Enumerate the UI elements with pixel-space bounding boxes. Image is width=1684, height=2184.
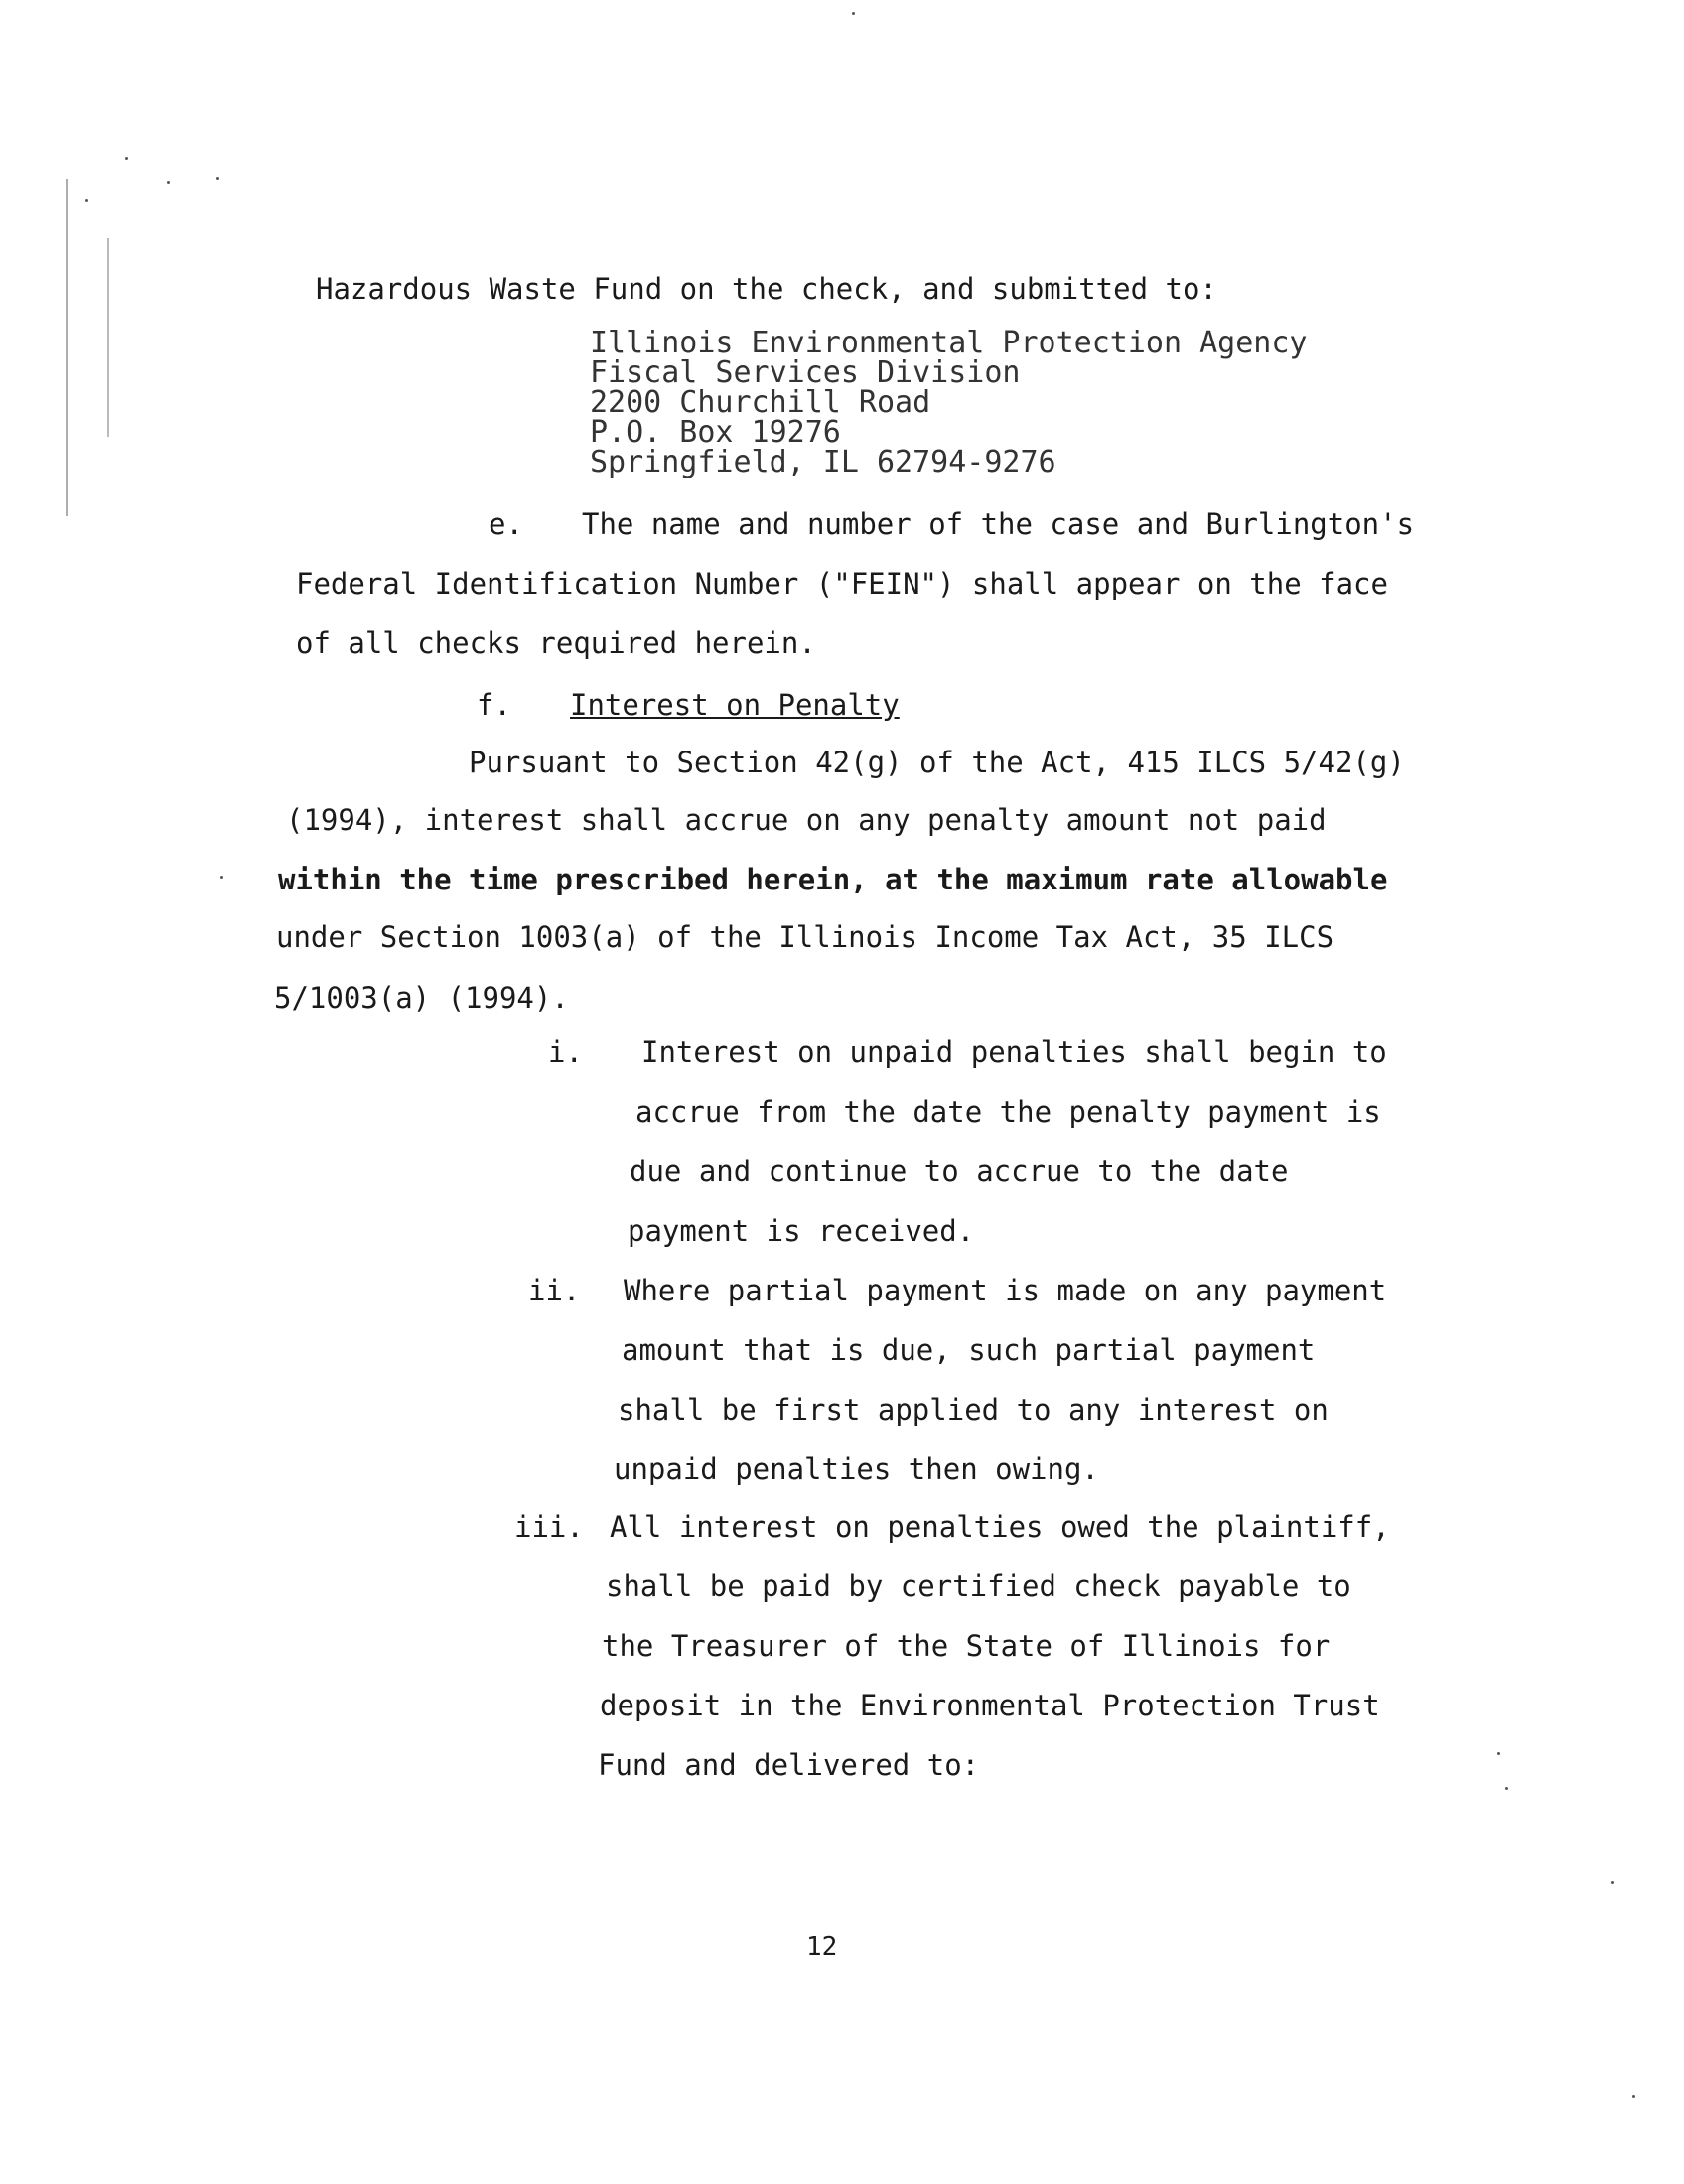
section-heading: Interest on Penalty <box>570 688 900 722</box>
address-line: Fiscal Services Division <box>590 355 1021 390</box>
list-item-line: All interest on penalties owed the plaintiff, <box>610 1510 1390 1544</box>
address-line: Springfield, IL 62794-9276 <box>590 445 1056 479</box>
paragraph-label: e. <box>489 507 523 541</box>
list-item-line: Where partial payment is made on any payment <box>624 1274 1387 1307</box>
paragraph-line: (1994), interest shall accrue on any penalty amount not paid <box>286 803 1327 837</box>
list-item-line: unpaid penalties then owing. <box>614 1452 1099 1486</box>
address-line: Illinois Environmental Protection Agency <box>590 326 1308 360</box>
list-item-line: amount that is due, such partial payment <box>622 1333 1316 1367</box>
list-item-line: shall be first applied to any interest on <box>618 1393 1329 1427</box>
list-item-line: the Treasurer of the State of Illinois for <box>602 1629 1331 1663</box>
address-line: 2200 Churchill Road <box>590 385 931 420</box>
list-item-line: due and continue to accrue to the date <box>630 1155 1289 1188</box>
list-item-line: shall be paid by certified check payable to <box>606 1570 1351 1603</box>
list-item-line: accrue from the date the penalty payment is <box>635 1095 1381 1129</box>
list-item-label: iii. <box>514 1510 584 1544</box>
paragraph-line: within the time prescribed herein, at the maximum rate allowable <box>278 863 1388 896</box>
paragraph-line: The name and number of the case and Burlington's <box>582 507 1415 541</box>
paragraph-line: Federal Identification Number ("FEIN") shall appear on the face <box>296 567 1388 601</box>
page-number: 12 <box>806 1932 838 1962</box>
list-item-line: Interest on unpaid penalties shall begin to <box>641 1035 1387 1069</box>
paragraph-line: Pursuant to Section 42(g) of the Act, 415 ILCS 5/42(g) <box>469 746 1405 779</box>
paragraph-line: under Section 1003(a) of the Illinois Income Tax Act, 35 ILCS <box>276 920 1334 954</box>
list-item-line: deposit in the Environmental Protection Trust <box>600 1689 1380 1722</box>
intro-line: Hazardous Waste Fund on the check, and submitted to: <box>316 272 1217 306</box>
paragraph-line: of all checks required herein. <box>296 626 816 660</box>
list-item-line: Fund and delivered to: <box>598 1748 980 1782</box>
list-item-label: i. <box>548 1035 583 1069</box>
address-line: P.O. Box 19276 <box>590 415 841 450</box>
paragraph-line: 5/1003(a) (1994). <box>274 981 569 1015</box>
list-item-label: ii. <box>528 1274 581 1307</box>
paragraph-label: f. <box>477 688 511 722</box>
list-item-line: payment is received. <box>628 1214 975 1248</box>
